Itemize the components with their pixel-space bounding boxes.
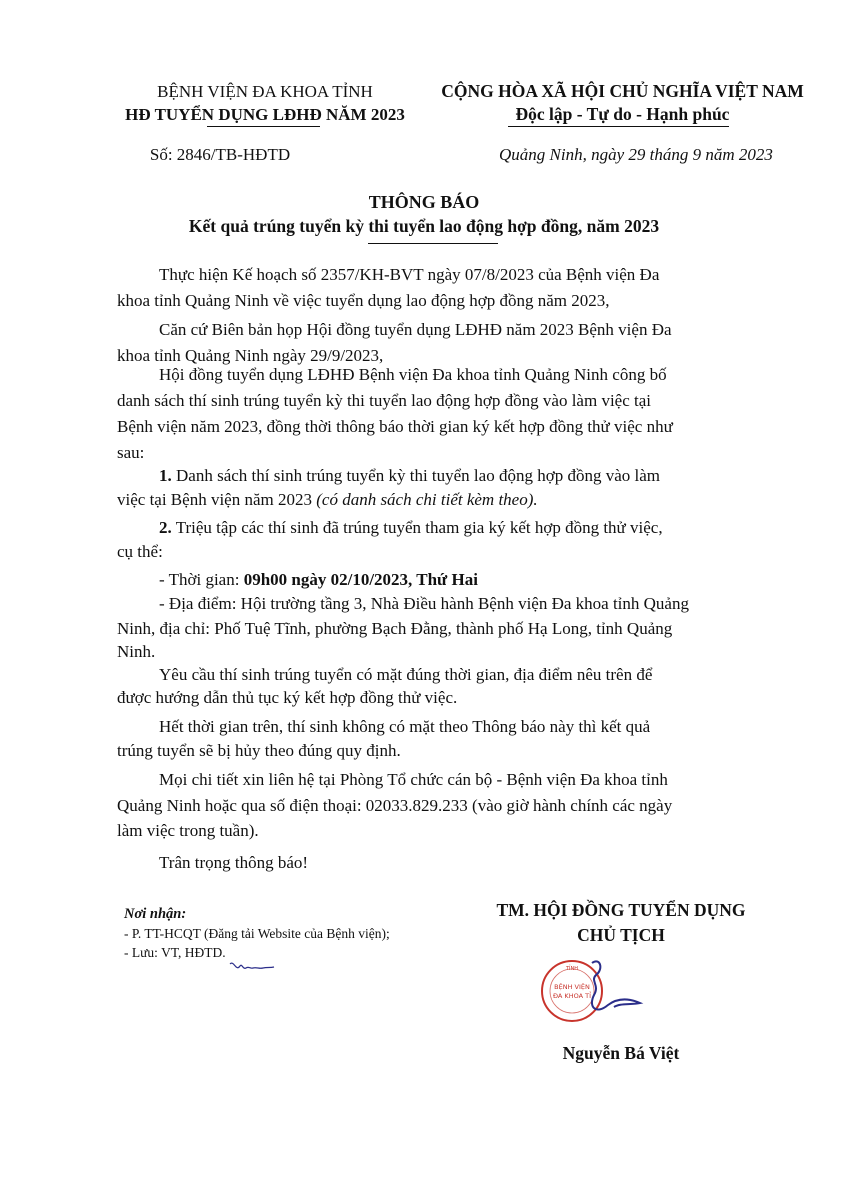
item-2-line-2: cụ thể:	[117, 542, 163, 561]
expiry-line-2: trúng tuyển sẽ bị hủy theo đúng quy định.	[117, 741, 401, 760]
item-1-text: Danh sách thí sinh trúng tuyển kỳ thi tuyển lao động hợp đồng vào làm	[176, 466, 660, 485]
issuer-underline	[207, 126, 320, 127]
expiry-line-1: Hết thời gian trên, thí sinh không có mặt theo Thông báo này thì kết quả	[159, 717, 651, 736]
issuer-council: HĐ TUYỂN DỤNG LĐHĐ NĂM 2023	[125, 105, 405, 124]
document-number: Số: 2846/TB-HĐTD	[149, 145, 291, 164]
seal-top-text: TỈNH	[565, 966, 579, 972]
issuer-block	[100, 80, 430, 126]
item-1-note: (có danh sách chi tiết kèm theo).	[316, 490, 538, 509]
item-2-text: Triệu tập các thí sinh đã trúng tuyển tham gia ký kết hợp đồng thử việc,	[175, 518, 663, 537]
seal-text-1: BỆNH VIỆN	[554, 983, 590, 991]
document-subtitle: Kết quả trúng tuyển kỳ thi tuyển lao động hợp đồng, năm 2023	[188, 216, 660, 236]
item-2-number: 2.	[159, 518, 172, 537]
location-line-3: Ninh.	[117, 642, 156, 661]
para-1-line-2: khoa tỉnh Quảng Ninh về việc tuyển dụng lao động hợp đồng năm 2023,	[117, 291, 610, 310]
para-3-line-4: sau:	[117, 443, 145, 462]
item-1-text-cont: việc tại Bệnh viện năm 2023	[117, 490, 312, 509]
item-1-line-1	[159, 466, 660, 486]
item-1-line-2	[117, 490, 538, 510]
place-date: Quảng Ninh, ngày 29 tháng 9 năm 2023	[499, 145, 773, 164]
document-title: THÔNG BÁO	[368, 192, 480, 212]
signature-block	[466, 898, 776, 948]
motto-underline	[508, 126, 729, 127]
item-1-number: 1.	[159, 466, 172, 485]
time-label: - Thời gian:	[159, 570, 240, 589]
closing-line: Trân trọng thông báo!	[159, 853, 309, 872]
time-line	[159, 570, 478, 590]
para-2-line-2: khoa tỉnh Quảng Ninh ngày 29/9/2023,	[117, 346, 384, 365]
official-seal	[530, 955, 650, 1025]
recipients-title: Nơi nhận:	[124, 906, 187, 922]
para-1-line-1: Thực hiện Kế hoạch số 2357/KH-BVT ngày 07/8/2023 của Bệnh viện Đa	[159, 265, 660, 284]
para-2-line-1: Căn cứ Biên bản họp Hội đồng tuyển dụng LĐHĐ năm 2023 Bệnh viện Đa	[159, 320, 672, 339]
national-motto: Độc lập - Tự do - Hạnh phúc	[515, 104, 730, 124]
contact-line-3: làm việc trong tuần).	[117, 821, 259, 840]
para-3-line-2: danh sách thí sinh trúng tuyển kỳ thi tuyển lao động hợp đồng vào làm việc tại	[117, 391, 652, 410]
location-line-2: Ninh, địa chỉ: Phố Tuệ Tĩnh, phường Bạch Đằng, thành phố Hạ Long, tỉnh Quảng	[117, 619, 673, 638]
requirement-line-2: được hướng dẫn thủ tục ký kết hợp đồng thử việc.	[117, 688, 458, 707]
national-title: CỘNG HÒA XÃ HỘI CHỦ NGHĨA VIỆT NAM	[441, 81, 804, 101]
signer-role: TM. HỘI ĐỒNG TUYỂN DỤNG	[496, 900, 746, 920]
para-3-line-3: Bệnh viện năm 2023, đồng thời thông báo thời gian ký kết hợp đồng thử việc như	[117, 417, 673, 436]
signer-title: CHỦ TỊCH	[577, 925, 665, 945]
title-underline	[368, 243, 498, 244]
initial-mark	[228, 958, 276, 976]
recipients-block	[124, 905, 390, 962]
item-2-line-1	[159, 518, 663, 538]
para-3-line-1: Hội đồng tuyển dụng LĐHĐ Bệnh viện Đa khoa tỉnh Quảng Ninh công bố	[159, 365, 667, 384]
seal-text-2: ĐA KHOA TỈ	[553, 992, 591, 1000]
issuer-org: BỆNH VIỆN ĐA KHOA TỈNH	[157, 82, 373, 101]
location-line-1: - Địa điểm: Hội trường tầng 3, Nhà Điều hành Bệnh viện Đa khoa tỉnh Quảng	[159, 594, 689, 613]
contact-line-2: Quảng Ninh hoặc qua số điện thoại: 02033.829.233 (vào giờ hành chính các ngày	[117, 796, 673, 815]
time-value: 09h00 ngày 02/10/2023, Thứ Hai	[243, 570, 478, 589]
signer-name: Nguyễn Bá Việt	[562, 1043, 680, 1063]
national-header	[415, 80, 830, 126]
requirement-line-1: Yêu cầu thí sinh trúng tuyển có mặt đúng thời gian, địa điểm nêu trên để	[159, 665, 653, 684]
recipient-item: - Lưu: VT, HĐTD.	[124, 945, 226, 960]
recipient-item: - P. TT-HCQT (Đăng tải Website của Bệnh viện);	[124, 926, 390, 941]
contact-line-1: Mọi chi tiết xin liên hệ tại Phòng Tổ chức cán bộ - Bệnh viện Đa khoa tỉnh	[159, 770, 668, 789]
